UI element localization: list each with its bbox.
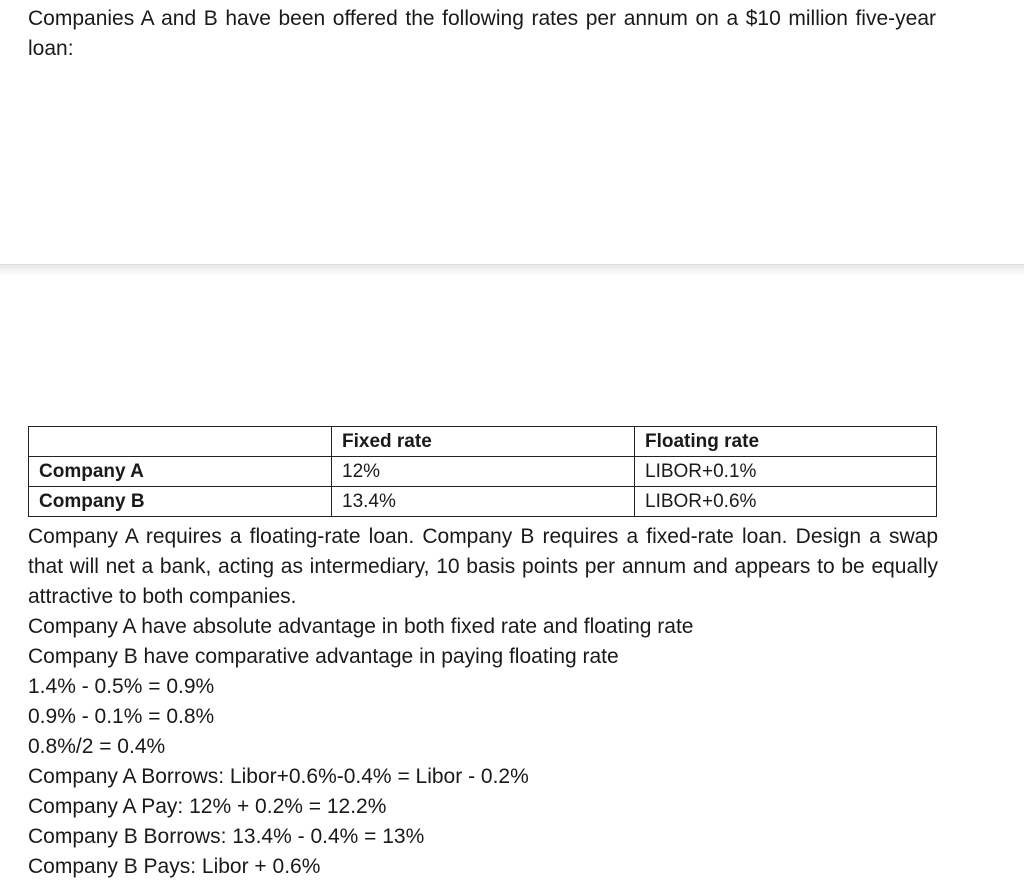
answer-line: Company A have absolute advantage in both fixed rate and floating rate: [28, 615, 694, 638]
cell-fixed-a: 12%: [332, 457, 635, 487]
answer-line: 1.4% - 0.5% = 0.9%: [28, 675, 215, 698]
cell-fixed-b: 13.4%: [332, 487, 635, 517]
answer-line: Company B Pays: Libor + 0.6%: [28, 855, 321, 878]
answer-section: [28, 522, 938, 882]
rates-table: [28, 426, 937, 517]
row-label-company-b: Company B: [29, 487, 332, 517]
section-divider: [0, 264, 1024, 277]
table-row: [29, 457, 937, 487]
cell-floating-a: LIBOR+0.1%: [635, 457, 937, 487]
table-row: [29, 487, 937, 517]
table-header-fixed: Fixed rate: [332, 427, 635, 457]
answer-line: Company A Pay: 12% + 0.2% = 12.2%: [28, 795, 387, 818]
answer-line: Company A Borrows: Libor+0.6%-0.4% = Libor - 0.2%: [28, 765, 529, 788]
table-header-floating: Floating rate: [635, 427, 937, 457]
table-header-row: [29, 427, 937, 457]
cell-floating-b: LIBOR+0.6%: [635, 487, 937, 517]
row-label-company-a: Company A: [29, 457, 332, 487]
answer-line: 0.9% - 0.1% = 0.8%: [28, 705, 215, 728]
answer-line: 0.8%/2 = 0.4%: [28, 735, 166, 758]
table-header-empty: [29, 427, 332, 457]
question-text: Company A requires a floating-rate loan. Company B requires a fixed-rate loan. Design a swap that will net a bank, acting as intermediary, 10 basis points per annum and appears to be equally attractive to both companies.: [28, 525, 938, 608]
answer-line: Company B have comparative advantage in paying floating rate: [28, 645, 619, 668]
intro-text: Companies A and B have been offered the following rates per annum on a $10 million five-year loan:: [28, 7, 936, 60]
answer-line: Company B Borrows: 13.4% - 0.4% = 13%: [28, 825, 425, 848]
